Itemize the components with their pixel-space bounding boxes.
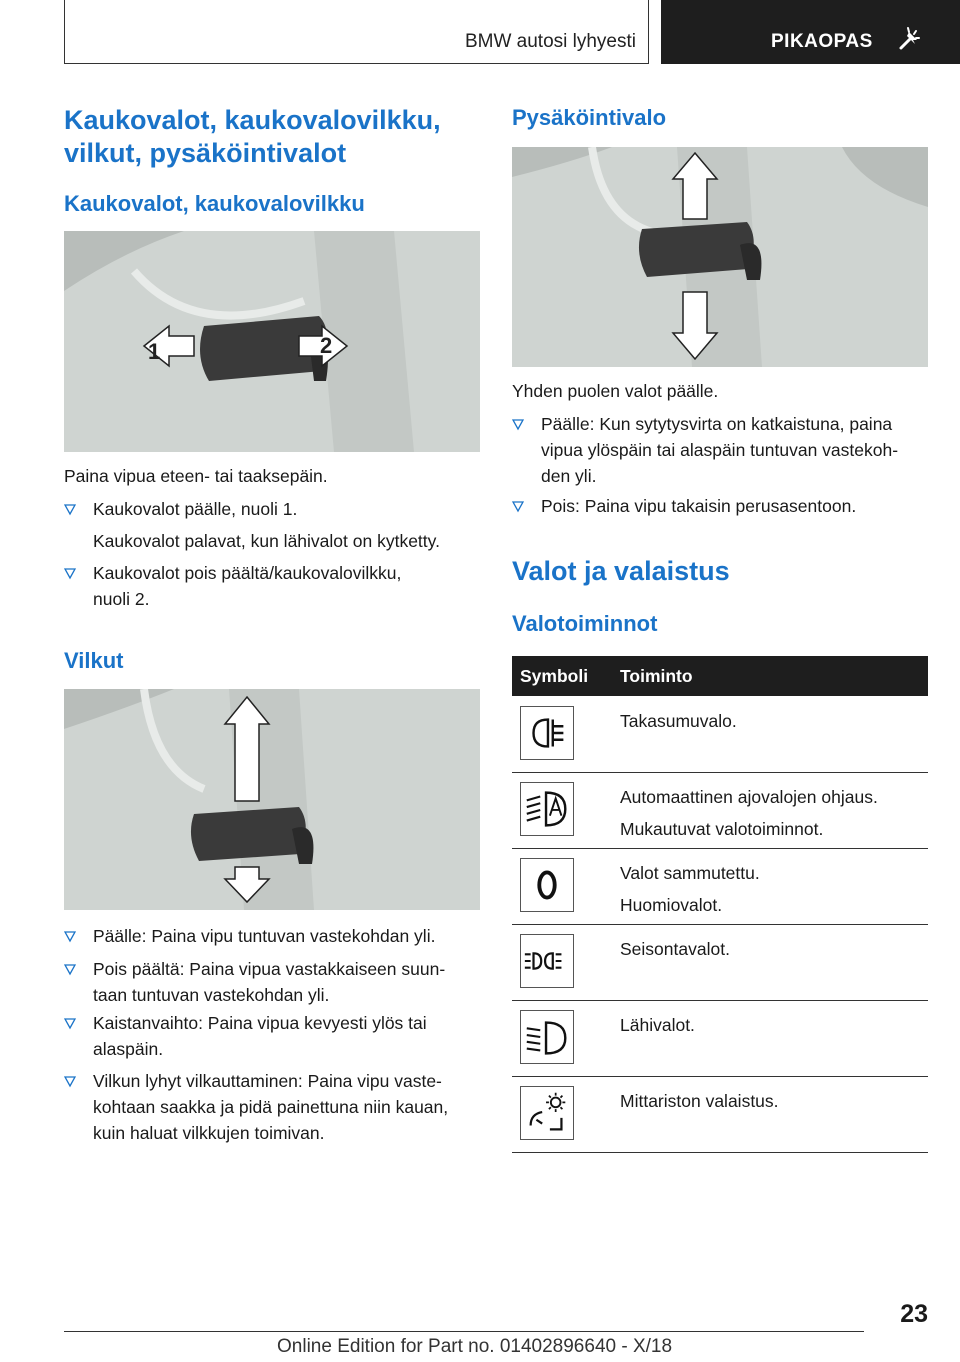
list-item: [64, 1010, 480, 1062]
triangle-bullet-icon: [64, 1068, 76, 1094]
triangle-bullet-icon: [64, 560, 76, 586]
low-beam-icon: [520, 1010, 574, 1064]
page-title: Kaukovalot, kaukovalovilkku, vilkut, pysäköintivalot: [64, 105, 441, 168]
bullet-text: Päälle: Kun sytytysvirta on katkaistuna, paina: [541, 414, 893, 434]
spark-icon: [897, 26, 923, 52]
bullet-text: Kaistanvaihto: Paina vipua kevyesti ylös tai: [93, 1013, 427, 1033]
bullet-text-cont: taan tuntuvan vastekohdan yli.: [93, 985, 330, 1005]
lights-off-icon: [520, 858, 574, 912]
table-row: [512, 696, 928, 773]
header-chapter-box: [64, 0, 649, 64]
triangle-bullet-icon: [64, 923, 76, 949]
list-item: [512, 493, 928, 523]
function-text: Automaattinen ajovalojen ohjaus.: [620, 787, 878, 807]
arrow-label-2: 2: [320, 333, 333, 358]
triangle-bullet-icon: [512, 411, 524, 437]
chapter-title: BMW autosi lyhyesti: [464, 31, 636, 52]
automatic-headlight-icon: [520, 782, 574, 836]
bullet-text-cont: nuoli 2.: [93, 589, 150, 609]
list-item: [512, 411, 928, 489]
list-item: [64, 560, 480, 612]
bullet-text-cont: kuin haluat vilkkujen toimivan.: [93, 1123, 325, 1143]
bullet-text-cont: vipua ylöspäin tai alaspäin tuntuvan vastekoh-: [541, 440, 899, 460]
triangle-bullet-icon: [64, 1010, 76, 1036]
column-header-function: Toiminto: [620, 666, 693, 686]
table-row: [512, 1000, 928, 1077]
bullet-text-cont: kohtaan saakka ja pidä painettuna niin kauan,: [93, 1097, 449, 1117]
arrow-label-1: 1: [148, 339, 161, 364]
list-item: [64, 923, 480, 953]
parking-light-lever-illustration: [512, 147, 928, 367]
triangle-bullet-icon: [64, 496, 76, 522]
section-heading-turn-signals: Vilkut: [64, 648, 124, 673]
bullet-text-cont: den yli.: [541, 466, 597, 486]
bullet-text: Kaukovalot päälle, nuoli 1.: [93, 499, 298, 519]
high-beam-intro: Paina vipua eteen- tai taaksepäin.: [64, 466, 328, 486]
rear-fog-light-icon: [520, 706, 574, 760]
function-text: Lähivalot.: [620, 1015, 695, 1035]
parking-light-icon: [520, 934, 574, 988]
edition-footer: Online Edition for Part no. 01402896640 - X/18: [277, 1336, 673, 1357]
table-row: [512, 1076, 928, 1153]
list-item: [64, 496, 480, 556]
high-beam-lever-illustration: [64, 231, 480, 452]
function-text: Mittariston valaistus.: [620, 1091, 779, 1111]
section-heading-parking-light: Pysäköintivalo: [512, 105, 667, 130]
function-text: Seisontavalot.: [620, 939, 730, 959]
section-title-lights: Valot ja valaistus: [512, 556, 730, 586]
section-heading-light-functions: Valotoiminnot: [512, 611, 658, 636]
triangle-bullet-icon: [512, 493, 524, 519]
footer-divider: [64, 1331, 864, 1332]
triangle-bullet-icon: [64, 956, 76, 982]
instrument-lighting-icon: [520, 1086, 574, 1140]
turn-signal-lever-illustration: [64, 689, 480, 910]
parking-light-intro: Yhden puolen valot päälle.: [512, 381, 719, 401]
bullet-text: Kaukovalot pois päältä/kaukovalovilkku,: [93, 563, 402, 583]
table-row: [512, 924, 928, 1001]
table-header: [512, 656, 928, 696]
function-text: Takasumuvalo.: [620, 711, 737, 731]
header-section-tab: [661, 0, 960, 64]
function-text-sub: Huomiovalot.: [620, 895, 723, 915]
page-number: 23: [900, 1300, 928, 1328]
bullet-text: Pois: Paina vipu takaisin perusasentoon.: [541, 496, 857, 516]
table-row: [512, 848, 928, 925]
list-item: [64, 1068, 480, 1146]
column-header-symbol: Symboli: [520, 666, 589, 686]
bullet-text: Vilkun lyhyt vilkauttaminen: Paina vipu vaste-: [93, 1071, 442, 1091]
list-item: [64, 956, 480, 1008]
bullet-text-cont: alaspäin.: [93, 1039, 164, 1059]
bullet-text-sub: Kaukovalot palavat, kun lähivalot on kytketty.: [93, 531, 440, 551]
table-row: [512, 772, 928, 849]
bullet-text: Päälle: Paina vipu tuntuvan vastekohdan yli.: [93, 926, 436, 946]
function-text: Valot sammutettu.: [620, 863, 760, 883]
bullet-text: Pois päältä: Paina vipua vastakkaiseen suun-: [93, 959, 446, 979]
function-text-sub: Mukautuvat valotoiminnot.: [620, 819, 824, 839]
section-label: PIKAOPAS: [771, 31, 873, 52]
section-heading-high-beam: Kaukovalot, kaukovalovilkku: [64, 191, 365, 216]
